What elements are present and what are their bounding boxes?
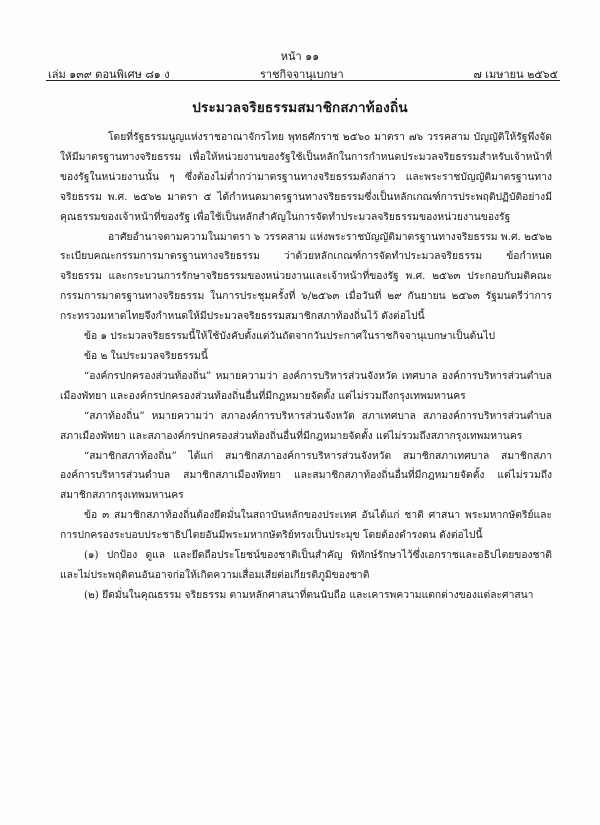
clause-1: ข้อ ๑ ประมวลจริยธรรมนี้ให้ใช้บังคับตั้งแต่วันถัดจากวันประกาศในราชกิจจานุเบกษาเป็นต้นไป (84, 330, 496, 343)
clause-3-item-1: (๑) ปกป้อง ดูแล และยึดถือประโยชน์ของชาติเป็นสำคัญ พิทักษ์รักษาไว้ซึ่งเอกราชและอธิปไตยของชาติ และไม่ประพฤติตนอันอาจก่อให้เกิดความเสื่อมเสียต่อเกียรติภูมิของชาติ (60, 549, 552, 581)
page-number: หน้า ๑๑ (280, 50, 320, 63)
clause-3-item-2: (๒) ยึดมั่นในคุณธรรม จริยธรรม ตามหลักศาสนาที่ตนนับถือ และเคารพความแตกต่างของแต่ละศาสนา (84, 588, 534, 601)
gazette-name: ราชกิจจานุเบกษา (260, 68, 344, 81)
definition-council-member: “สมาชิกสภาท้องถิ่น” ได้แก่ สมาชิกสภาองค์การบริหารส่วนจังหวัด สมาชิกสภาเทศบาล สมาชิกสภาองค์การบริหารส่วนตำบล สมาชิกสภาเมืองพัทยา และสมาชิกสภาท้องถิ่นอื่นที่มีกฎหมายจัดตั้ง แต่ไม่รวมถึงสมาชิกสภากรุงเทพมหานคร (60, 449, 552, 502)
definition-local-council: “สภาท้องถิ่น” หมายความว่า สภาองค์การบริหารส่วนจังหวัด สภาเทศบาล สภาองค์การบริหารส่วนตำบล สภาเมืองพัทยา และสภาองค์กรปกครองส่วนท้องถิ่นอื่นที่มีกฎหมายจัดตั้ง แต่ไม่รวมถึงสภากรุงเทพมหานคร (60, 409, 552, 442)
header-divider (46, 80, 560, 81)
authority-paragraph: อาศัยอำนาจตามความในมาตรา ๖ วรรคสาม แห่งพระราชบัญญัติมาตรฐานทางจริยธรรม พ.ศ. ๒๕๖๒ ระเบียบคณะกรรมการมาตรฐานทางจริยธรรม ว่าด้วยหลักเกณฑ์การจัดทำประมวลจริยธรรม ข้อกำหนดจริยธรรม และกระบวนการรักษาจริยธรรมของหน่วยงานและเจ้าหน้าที่ของรัฐ พ.ศ. ๒๕๖๓ ประกอบกับมติคณะกรรมการมาตรฐานทางจริยธรรม ในการประชุมครั้งที่ ๖/๒๕๖๓ เมื่อวันที่ ๒๙ กันยายน ๒๕๖๓ รัฐมนตรีว่าการกระทรวงมหาดไทยจึงกำหนดให้มีประมวลจริยธรรมสมาชิกสภาท้องถิ่นไว้ ดังต่อไปนี้ (60, 230, 552, 323)
clause-3: ข้อ ๓ สมาชิกสภาท้องถิ่นต้องยึดมั่นในสถาบันหลักของประเทศ อันได้แก่ ชาติ ศาสนา พระมหากษัตริย์และการปกครองระบอบประชาธิปไตยอันมีพระมหากษัตริย์ทรงเป็นประมุข โดยต้องดำรงตน ดังต่อไปนี้ (60, 509, 552, 542)
clause-2: ข้อ ๒ ในประมวลจริยธรรมนี้ (84, 349, 208, 362)
preamble-paragraph: โดยที่รัฐธรรมนูญแห่งราชอาณาจักรไทย พุทธศักราช ๒๕๖๐ มาตรา ๗๖ วรรคสาม บัญญัติให้รัฐพึงจัดให้มีมาตรฐานทางจริยธรรม เพื่อให้หน่วยงานของรัฐใช้เป็นหลักในการกำหนดประมวลจริยธรรมสำหรับเจ้าหน้าที่ของรัฐในหน่วยงานนั้น ๆ ซึ่งต้องไม่ต่ำกว่ามาตรฐานทางจริยธรรมดังกล่าว และพระราชบัญญัติมาตรฐานทางจริยธรรม พ.ศ. ๒๕๖๒ มาตรา ๕ ได้กำหนดมาตรฐานทางจริยธรรมซึ่งเป็นหลักเกณฑ์การประพฤติปฏิบัติอย่างมีคุณธรรมของเจ้าหน้าที่ของรัฐ เพื่อใช้เป็นหลักสำคัญในการจัดทำประมวลจริยธรรมของหน่วยงานของรัฐ (60, 131, 552, 223)
volume-issue: เล่ม ๑๓๙ ตอนพิเศษ ๘๑ ง (48, 68, 170, 81)
document-body (60, 128, 552, 606)
document-title: ประมวลจริยธรรมสมาชิกสภาท้องถิ่น (192, 100, 408, 116)
publication-date: ๗ เมษายน ๒๕๖๕ (473, 68, 558, 81)
definition-local-government: “องค์กรปกครองส่วนท้องถิ่น” หมายความว่า องค์การบริหารส่วนจังหวัด เทศบาล องค์การบริหารส่วนตำบล เมืองพัทยา และองค์กรปกครองส่วนท้องถิ่นอื่นที่มีกฎหมายจัดตั้ง แต่ไม่รวมถึงกรุงเทพมหานคร (60, 369, 552, 402)
